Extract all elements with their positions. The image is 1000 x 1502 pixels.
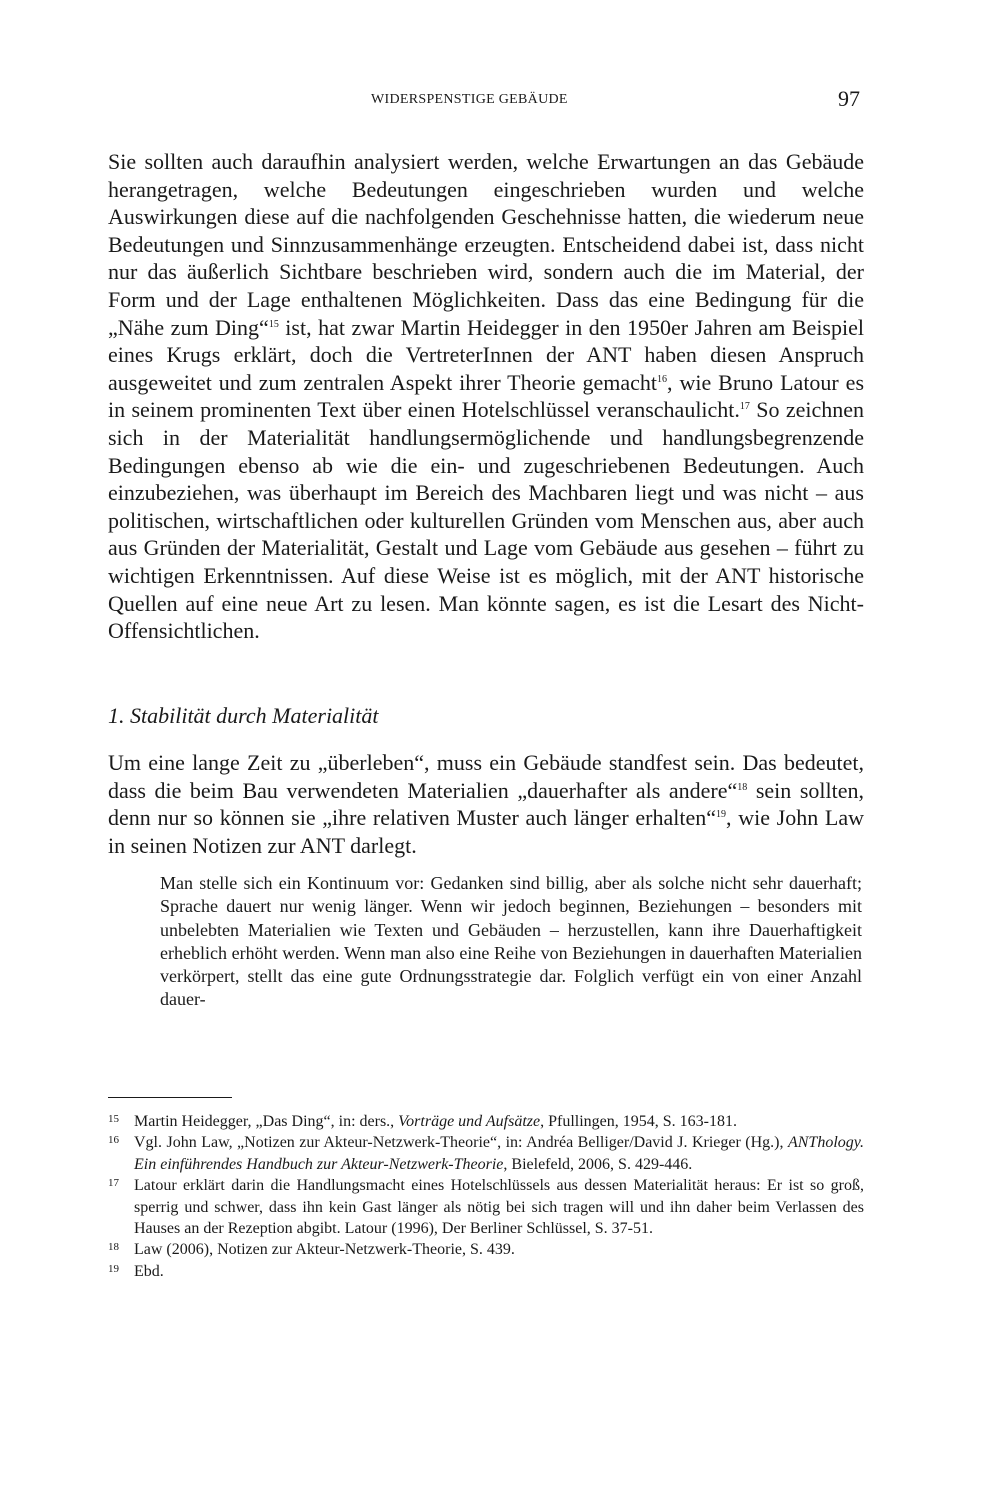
section-heading: 1. Stabilität durch Materialität <box>108 703 379 728</box>
footnote-text-segment: , Pfullingen, 1954, S. 163-181. <box>540 1113 737 1130</box>
footnote-text <box>134 1132 864 1175</box>
footnote-reference[interactable]: 19 <box>716 809 727 821</box>
body-paragraph <box>108 148 864 645</box>
footnote-text-segment: Vgl. John Law, „Notizen zur Akteur-Netzwerk-Theorie“, in: Andréa Belliger/David J. Krieger (Hg.), <box>134 1134 788 1152</box>
footnote-number: 16 <box>108 1134 119 1147</box>
footnote-text-segment: Latour erklärt darin die Handlungsmacht eines Hotelschlüssels aus dessen Materialität heraus: Er ist so groß, sperrig und schwer, dass ihn kein Gast länger als nötig bei sich tragen will und ihn daher beim Verlassen des Hauses an der Rezeption abgibt. Latour (1996), Der Berliner Schlüssel, S. 37-51. <box>134 1177 864 1238</box>
paragraph-text: Um eine lange Zeit zu „überleben“, muss ein Gebäude standfest sein. Das bedeutet, dass die beim Bau verwendeten Materialien „dauerhafter als andere“ <box>108 750 864 803</box>
paragraph-text: sein sollten, denn nur so können sie „ihre relativen Muster auch länger erhalten“ <box>108 777 864 831</box>
footnotes <box>108 1111 864 1282</box>
footnote <box>108 1132 864 1175</box>
paragraph-text: Sie sollten auch daraufhin analysiert werden, welche Erwartungen an das Gebäude herangetragen, welche Bedeutungen eingeschrieben wurden und welche Auswirkungen diese auf die nachfolgenden Geschehnisse hatten, die wiederum neue Bedeutungen und Sinnzusammenhänge erzeugten. Entscheidend dabei ist, dass nicht nur das äußerlich Sichtbare beschrieben wird, sondern auch die im Material, der Form und der Lage enthaltenen Möglichkeiten. Dass das eine Bedingung für die „Nähe zum Ding“ <box>108 149 864 340</box>
footnote <box>108 1261 864 1282</box>
footnote-reference[interactable]: 18 <box>737 781 748 793</box>
footnote-text <box>134 1261 864 1282</box>
paragraph-text: , wie Bruno Latour es in seinem prominenten Text über einen Hotelschlüssel veranschaulicht. <box>108 369 865 423</box>
footnote-text-segment: Ebd. <box>134 1262 164 1280</box>
paragraph-text: , wie John Law in seinen Notizen zur ANT darlegt. <box>108 805 864 858</box>
footnote-text <box>134 1239 864 1260</box>
footnote-text-segment: Law (2006), Notizen zur Akteur-Netzwerk-Theorie, S. 439. <box>134 1241 515 1259</box>
footnote-number: 19 <box>108 1262 119 1275</box>
footnote-reference[interactable]: 15 <box>268 318 279 330</box>
footnote-reference[interactable]: 17 <box>739 401 750 413</box>
footnote-divider <box>108 1097 232 1098</box>
footnote-title: ANThology. Ein einführendes Handbuch zur Akteur-Netzwerk-Theorie <box>134 1134 864 1173</box>
footnote-number: 15 <box>108 1113 119 1125</box>
footnote-text-segment: , Bielefeld, 2006, S. 429-446. <box>503 1155 693 1173</box>
footnote-number: 17 <box>108 1177 119 1190</box>
footnote-title: Vorträge und Aufsätze <box>398 1113 541 1130</box>
footnote-number: 18 <box>108 1241 119 1254</box>
paragraph-text: ist, hat zwar Martin Heidegger in den 1950er Jahren am Beispiel eines Krugs erklärt, doch die VertreterInnen der ANT haben diesen Anspruch ausgeweitet und zum zentralen Aspekt ihrer Theorie gemacht <box>108 314 864 395</box>
page-number: 97 <box>838 86 860 111</box>
body-paragraph <box>108 749 864 859</box>
footnote <box>108 1239 864 1260</box>
running-title: WIDERSPENSTIGE GEBÄUDE <box>371 92 568 107</box>
block-quote: Man stelle sich ein Kontinuum vor: Gedanken sind billig, aber als solche nicht sehr dauerhaft; Sprache dauert nur wenig länger. Wenn wir jedoch beginnen, Beziehungen – besonders mit unbelebten Materialien wie Texten und Gebäuden – herzustellen, kann ihre Dauerhaftigkeit erheblich erhöht werden. Wenn man also eine Reihe von Beziehungen in dauerhaften Materialien verkörpert, stellt das eine gute Ordnungsstrategie dar. Folglich verfügt ein von einer Anzahl dauer- <box>160 873 862 1010</box>
footnote-text <box>134 1111 864 1132</box>
footnote-reference[interactable]: 16 <box>657 373 668 385</box>
footnote <box>108 1175 864 1239</box>
paragraph-text: So zeichnen sich in der Materialität handlungsermöglichende und handlungsbegrenzende Bedingungen ebenso ab wie die ein- und zugeschriebenen Bedeutungen. Auch einzubeziehen, was überhaupt im Bereich des Machbaren liegt und was nicht – aus politischen, wirtschaftlichen oder kulturellen Gründen vom Menschen aus, aber auch aus Gründen der Materialität, Gestalt und Lage vom Gebäude aus gesehen – führt zu wichtigen Erkenntnissen. Auf diese Weise ist es möglich, mit der ANT historische Quellen auf eine neue Art zu lesen. Man könnte sagen, es ist die Lesart des Nicht-Offensichtlichen. <box>108 397 864 644</box>
footnote <box>108 1111 864 1132</box>
footnote-text <box>134 1175 864 1239</box>
footnote-text-segment: Martin Heidegger, „Das Ding“, in: ders., <box>134 1113 399 1130</box>
